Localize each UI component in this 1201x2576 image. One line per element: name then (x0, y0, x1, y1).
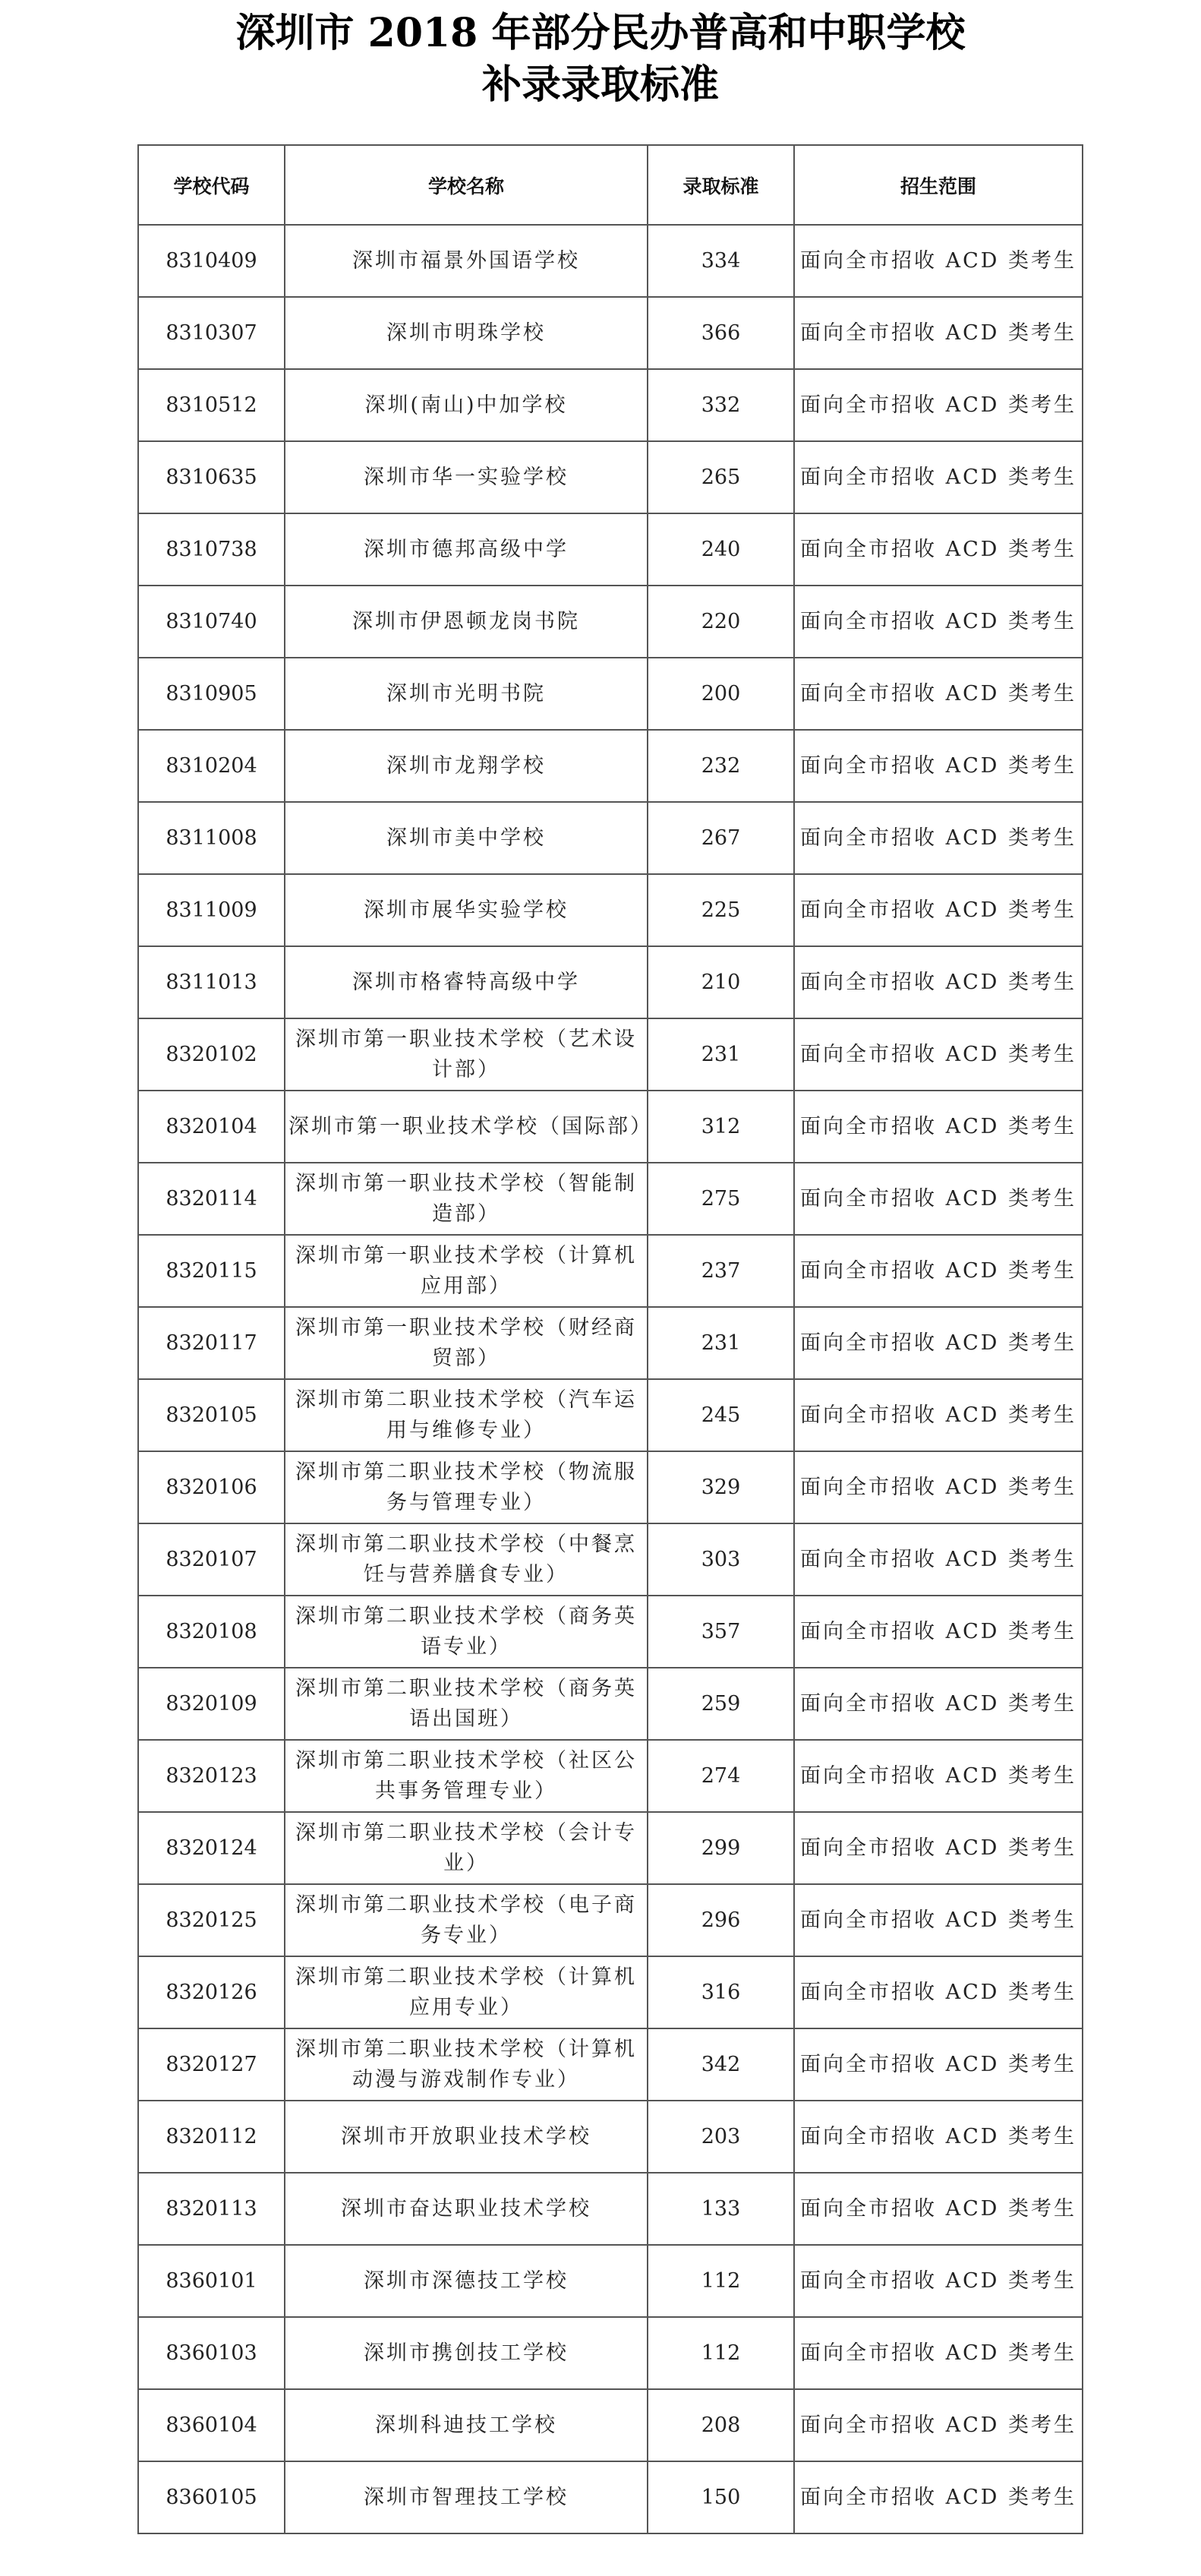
page-title: 深圳市 2018 年部分民办普高和中职学校 (235, 10, 966, 56)
school-name-cell: 深圳市美中学校 (285, 802, 648, 874)
table-row (138, 2389, 1083, 2461)
school-name-cell: 深圳市第二职业技术学校（中餐烹饪与营养膳食专业） (285, 1523, 648, 1596)
school-name-cell: 深圳市携创技工学校 (285, 2317, 648, 2389)
school-code-cell: 8320106 (138, 1451, 285, 1523)
table-row (138, 1307, 1083, 1379)
header-school-code: 学校代码 (138, 145, 285, 225)
school-name-cell: 深圳市深德技工学校 (285, 2245, 648, 2317)
school-name-cell: 深圳市智理技工学校 (285, 2461, 648, 2533)
school-name-cell: 深圳市第一职业技术学校（财经商贸部） (285, 1307, 648, 1379)
school-name-cell: 深圳市第二职业技术学校（社区公共事务管理专业） (285, 1740, 648, 1812)
school-name-cell: 深圳市光明书院 (285, 658, 648, 730)
school-name-cell: 深圳市华一实验学校 (285, 441, 648, 513)
table-row (138, 369, 1083, 441)
enrollment-scope-cell: 面向全市招收 ACD 类考生 (794, 802, 1083, 874)
table-row (138, 1163, 1083, 1235)
enrollment-scope-cell: 面向全市招收 ACD 类考生 (794, 2461, 1083, 2533)
table-header-row (138, 145, 1083, 225)
enrollment-scope-cell: 面向全市招收 ACD 类考生 (794, 225, 1083, 297)
page-subtitle: 补录录取标准 (481, 62, 719, 108)
admission-score-cell: 112 (648, 2317, 794, 2389)
table-row (138, 1451, 1083, 1523)
school-name-cell: 深圳市展华实验学校 (285, 874, 648, 946)
school-name-cell: 深圳市伊恩顿龙岗书院 (285, 586, 648, 658)
admission-score-cell: 240 (648, 513, 794, 586)
enrollment-scope-cell: 面向全市招收 ACD 类考生 (794, 1884, 1083, 1956)
school-code-cell: 8320115 (138, 1235, 285, 1307)
school-name-cell: 深圳(南山)中加学校 (285, 369, 648, 441)
admission-score-cell: 366 (648, 297, 794, 369)
school-code-cell: 8310740 (138, 586, 285, 658)
enrollment-scope-cell: 面向全市招收 ACD 类考生 (794, 1740, 1083, 1812)
school-code-cell: 8320113 (138, 2173, 285, 2245)
school-code-cell: 8320109 (138, 1668, 285, 1740)
table-row (138, 2173, 1083, 2245)
admission-score-cell: 357 (648, 1596, 794, 1668)
school-name-cell: 深圳市福景外国语学校 (285, 225, 648, 297)
admission-score-cell: 312 (648, 1091, 794, 1163)
table-row (138, 1596, 1083, 1668)
table-row (138, 225, 1083, 297)
table-row (138, 1018, 1083, 1091)
header-enrollment-scope: 招生范围 (794, 145, 1083, 225)
school-code-cell: 8320126 (138, 1956, 285, 2028)
admission-score-cell: 208 (648, 2389, 794, 2461)
school-name-cell: 深圳市第二职业技术学校（计算机应用专业） (285, 1956, 648, 2028)
admission-score-cell: 200 (648, 658, 794, 730)
admission-score-cell: 265 (648, 441, 794, 513)
admission-score-cell: 334 (648, 225, 794, 297)
table-row (138, 586, 1083, 658)
enrollment-scope-cell: 面向全市招收 ACD 类考生 (794, 2101, 1083, 2173)
school-name-cell: 深圳市格睿特高级中学 (285, 946, 648, 1018)
enrollment-scope-cell: 面向全市招收 ACD 类考生 (794, 1163, 1083, 1235)
school-code-cell: 8360104 (138, 2389, 285, 2461)
table-row (138, 1091, 1083, 1163)
header-school-name: 学校名称 (285, 145, 648, 225)
admission-score-cell: 329 (648, 1451, 794, 1523)
table-row (138, 1740, 1083, 1812)
table-row (138, 1523, 1083, 1596)
table-row (138, 1668, 1083, 1740)
admission-score-cell: 296 (648, 1884, 794, 1956)
school-name-cell: 深圳市第二职业技术学校（商务英语出国班） (285, 1668, 648, 1740)
school-code-cell: 8320125 (138, 1884, 285, 1956)
school-name-cell: 深圳市第一职业技术学校（艺术设计部） (285, 1018, 648, 1091)
school-code-cell: 8320124 (138, 1812, 285, 1884)
table-row (138, 1235, 1083, 1307)
admission-score-cell: 245 (648, 1379, 794, 1451)
admission-score-cell: 203 (648, 2101, 794, 2173)
school-name-cell: 深圳市第二职业技术学校（计算机动漫与游戏制作专业） (285, 2028, 648, 2101)
enrollment-scope-cell: 面向全市招收 ACD 类考生 (794, 1307, 1083, 1379)
enrollment-scope-cell: 面向全市招收 ACD 类考生 (794, 1812, 1083, 1884)
school-code-cell: 8360101 (138, 2245, 285, 2317)
enrollment-scope-cell: 面向全市招收 ACD 类考生 (794, 297, 1083, 369)
school-name-cell: 深圳市第一职业技术学校（计算机应用部） (285, 1235, 648, 1307)
school-code-cell: 8310635 (138, 441, 285, 513)
admission-score-cell: 133 (648, 2173, 794, 2245)
enrollment-scope-cell: 面向全市招收 ACD 类考生 (794, 658, 1083, 730)
admission-score-cell: 225 (648, 874, 794, 946)
enrollment-scope-cell: 面向全市招收 ACD 类考生 (794, 586, 1083, 658)
school-code-cell: 8360103 (138, 2317, 285, 2389)
admission-score-cell: 231 (648, 1018, 794, 1091)
admission-score-cell: 267 (648, 802, 794, 874)
admission-score-cell: 232 (648, 730, 794, 802)
enrollment-scope-cell: 面向全市招收 ACD 类考生 (794, 2028, 1083, 2101)
enrollment-scope-cell: 面向全市招收 ACD 类考生 (794, 874, 1083, 946)
school-code-cell: 8360105 (138, 2461, 285, 2533)
enrollment-scope-cell: 面向全市招收 ACD 类考生 (794, 1018, 1083, 1091)
enrollment-scope-cell: 面向全市招收 ACD 类考生 (794, 1956, 1083, 2028)
school-code-cell: 8320112 (138, 2101, 285, 2173)
school-name-cell: 深圳市龙翔学校 (285, 730, 648, 802)
table-row (138, 2245, 1083, 2317)
school-code-cell: 8320104 (138, 1091, 285, 1163)
enrollment-scope-cell: 面向全市招收 ACD 类考生 (794, 369, 1083, 441)
table-row (138, 730, 1083, 802)
school-name-cell: 深圳市第二职业技术学校（物流服务与管理专业） (285, 1451, 648, 1523)
admission-score-cell: 220 (648, 586, 794, 658)
enrollment-scope-cell: 面向全市招收 ACD 类考生 (794, 1668, 1083, 1740)
school-code-cell: 8310409 (138, 225, 285, 297)
table-row (138, 2461, 1083, 2533)
table-row (138, 1379, 1083, 1451)
school-code-cell: 8310905 (138, 658, 285, 730)
enrollment-scope-cell: 面向全市招收 ACD 类考生 (794, 1091, 1083, 1163)
admission-score-cell: 332 (648, 369, 794, 441)
school-code-cell: 8320102 (138, 1018, 285, 1091)
school-code-cell: 8311013 (138, 946, 285, 1018)
table-row (138, 297, 1083, 369)
table-row (138, 513, 1083, 586)
school-code-cell: 8311008 (138, 802, 285, 874)
enrollment-scope-cell: 面向全市招收 ACD 类考生 (794, 1379, 1083, 1451)
school-name-cell: 深圳市开放职业技术学校 (285, 2101, 648, 2173)
admission-score-cell: 231 (648, 1307, 794, 1379)
admission-score-cell: 275 (648, 1163, 794, 1235)
table-row (138, 2028, 1083, 2101)
school-name-cell: 深圳市第二职业技术学校（会计专业） (285, 1812, 648, 1884)
table-row (138, 1956, 1083, 2028)
enrollment-scope-cell: 面向全市招收 ACD 类考生 (794, 2173, 1083, 2245)
enrollment-scope-cell: 面向全市招收 ACD 类考生 (794, 2389, 1083, 2461)
admission-score-cell: 210 (648, 946, 794, 1018)
enrollment-scope-cell: 面向全市招收 ACD 类考生 (794, 1523, 1083, 1596)
admission-score-cell: 316 (648, 1956, 794, 2028)
school-name-cell: 深圳科迪技工学校 (285, 2389, 648, 2461)
school-code-cell: 8320127 (138, 2028, 285, 2101)
enrollment-scope-cell: 面向全市招收 ACD 类考生 (794, 441, 1083, 513)
table-row (138, 1884, 1083, 1956)
admission-score-cell: 303 (648, 1523, 794, 1596)
admission-score-cell: 342 (648, 2028, 794, 2101)
enrollment-scope-cell: 面向全市招收 ACD 类考生 (794, 2317, 1083, 2389)
enrollment-scope-cell: 面向全市招收 ACD 类考生 (794, 946, 1083, 1018)
table-row (138, 946, 1083, 1018)
table-row (138, 2317, 1083, 2389)
school-code-cell: 8310512 (138, 369, 285, 441)
school-name-cell: 深圳市第二职业技术学校（电子商务专业） (285, 1884, 648, 1956)
school-code-cell: 8320107 (138, 1523, 285, 1596)
table-row (138, 1812, 1083, 1884)
school-code-cell: 8311009 (138, 874, 285, 946)
school-name-cell: 深圳市第一职业技术学校（智能制造部） (285, 1163, 648, 1235)
school-code-cell: 8320114 (138, 1163, 285, 1235)
enrollment-scope-cell: 面向全市招收 ACD 类考生 (794, 513, 1083, 586)
school-code-cell: 8320108 (138, 1596, 285, 1668)
school-name-cell: 深圳市第二职业技术学校（汽车运用与维修专业） (285, 1379, 648, 1451)
admission-score-cell: 112 (648, 2245, 794, 2317)
table-row (138, 441, 1083, 513)
admission-table (137, 144, 1083, 2534)
school-name-cell: 深圳市第一职业技术学校（国际部） (285, 1091, 648, 1163)
admission-score-cell: 299 (648, 1812, 794, 1884)
table-row (138, 658, 1083, 730)
school-code-cell: 8310307 (138, 297, 285, 369)
school-code-cell: 8320117 (138, 1307, 285, 1379)
enrollment-scope-cell: 面向全市招收 ACD 类考生 (794, 1451, 1083, 1523)
header-admission-score: 录取标准 (648, 145, 794, 225)
enrollment-scope-cell: 面向全市招收 ACD 类考生 (794, 730, 1083, 802)
school-name-cell: 深圳市第二职业技术学校（商务英语专业） (285, 1596, 648, 1668)
school-name-cell: 深圳市奋达职业技术学校 (285, 2173, 648, 2245)
school-name-cell: 深圳市德邦高级中学 (285, 513, 648, 586)
admission-score-cell: 274 (648, 1740, 794, 1812)
enrollment-scope-cell: 面向全市招收 ACD 类考生 (794, 2245, 1083, 2317)
school-code-cell: 8310738 (138, 513, 285, 586)
admission-score-cell: 237 (648, 1235, 794, 1307)
school-code-cell: 8320123 (138, 1740, 285, 1812)
table-row (138, 802, 1083, 874)
table-row (138, 2101, 1083, 2173)
enrollment-scope-cell: 面向全市招收 ACD 类考生 (794, 1596, 1083, 1668)
school-name-cell: 深圳市明珠学校 (285, 297, 648, 369)
school-code-cell: 8320105 (138, 1379, 285, 1451)
table-row (138, 874, 1083, 946)
school-code-cell: 8310204 (138, 730, 285, 802)
admission-score-cell: 259 (648, 1668, 794, 1740)
enrollment-scope-cell: 面向全市招收 ACD 类考生 (794, 1235, 1083, 1307)
admission-score-cell: 150 (648, 2461, 794, 2533)
